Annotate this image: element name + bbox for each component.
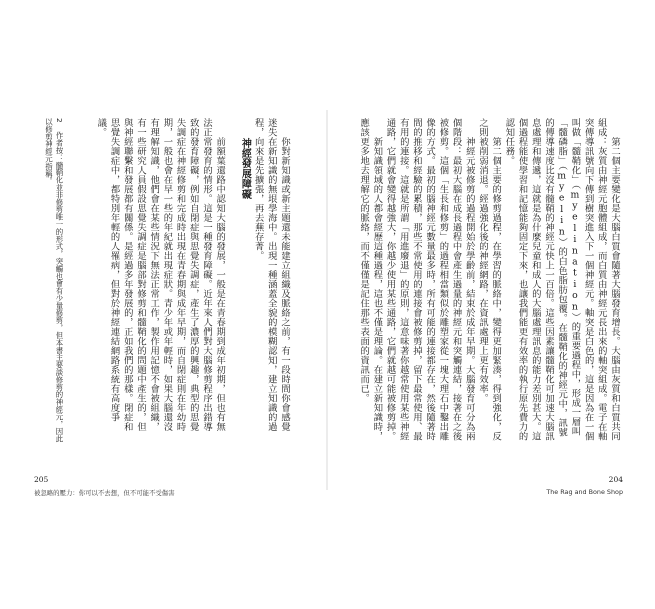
page-number-left: 205 [34,475,49,484]
section-heading: 神經發展障礙 [239,138,251,200]
footnote-text: 作者按：髓鞘化並非修剪唯一的形式，突觸也會有少量修剪，但本書主要談修剪的神經元，因此以修剪神經元指稱。 [44,118,64,443]
page-number-right: 204 [608,475,623,484]
section-paragraph: 前額葉還路中認知大腦的發展，一般是在青春期到成年初期，但也有無法正常發育的情形。這是一種發育障礙。近年來人們對大腦修剪程序出錯導致的發育障礙，例如自閉症與思覺失調症，產生了濃厚的興趣，典型的思覺失調症在神經修剪和完成時出現在青春期與成年早期，而自閉症則在年幼時期，一般也會在早一些的年紀就出現症狀。青少年或年輕時，如果大腦還沒有理解知識，他們會在某些情況下無法正常工作，製作用記憶不會被組織，有一些研究人員假設思覺失調症是腦部對修剪和髓鞘化的問題中產生的，但與神經聯繫和發展都有關係。是經過多年發展的，正如我們的那樣。閉症和思覺失調症中，都特別年輕的人罹病，但對於神經連結網路系統有高度爭議。 [95,118,226,432]
right-paragraph-3: 神經元被修剪的過程開始於學齡前，結束於成年早期。大腦發育可分為兩個階段：最初大腦在成長過程中會產生過量的神經元和突觸連結，接著在之後被修剪。這個「生長和修剪」的過程相當類似於雕塑家從一塊大理石中鑿出雕像的方式。最初的腦神經元數量最多時，所有可能的連接都存在，然後隨著時間的推移和經驗的累積，那些不常使用的連接會被修剪掉，留下最常使用、最有用的連接。這就是所謂「用進廢退」的原則，這意味著你越常使用某些神經通路，它們就會變得越強大，你越少使用某些通路，它們就越可能被修剪掉。 [384,118,475,441]
right-paragraph-4: 新知識領域的人都會經歷這種過程，這也不僅是理論。在建立新知識時，應該更多地去理解它的脈絡，而不僅僅是記住那些表面的資訊而已。 [358,118,383,441]
left-page [0,0,327,609]
left-intro-paragraph: 你對新知識或新主題還未能建立組織及脈絡之前，有一段時間你會感覺迷失在新知識的無垠學海中。出現一種涵蓋全貌的模糊認知，建立知識的過程，向來是先擴張，再去蕪存菁。 [252,118,290,432]
right-body-text [355,118,621,443]
left-body-text [29,118,291,440]
right-paragraph-1: 第二個主要變化是大腦白質會隨著大腦發育增長。大腦由灰質和白質共同組成：灰質由神經元胞體組成，而白質由神經元長出來的軸突組成。電子在軸突傳導訊號向下傳到樹突進入下一個神經元。軸突是白色的，這是因為在一個叫做「髓鞘化」（myelination）的重要過程中，形成一層叫「髓磷脂」（myelin）的白色脂肪包覆。在髓鞘化的神經元中，訊號的傳導速度比沒有髓鞘的神經元快上一百倍。這些因素讓髓鞘化可加速大腦訊息處理和傳遞，這就是為什麼兒童和成人的大腦處理訊息的能力差別甚大。這個過程能使學習和記憶能夠固定下來，也讓我們能更有效率的執行原先費力的認知任務。 [503,118,620,441]
running-footer-left: 被忽略的壓力：你可以不去想，但不可能不受傷害 [34,489,175,497]
right-paragraph-2: 第二個主要的修剪過程，在學習的脈絡中，變得更加緊湊，得到強化，反之則被削弱消退。經過強化後的神經網路，在資訊處理上更有效率。 [476,118,502,441]
running-footer-right: The Rag and Bone Shop [546,488,623,496]
right-page [328,0,655,609]
footnote [30,118,64,443]
footnote-number: 2 [55,118,64,123]
